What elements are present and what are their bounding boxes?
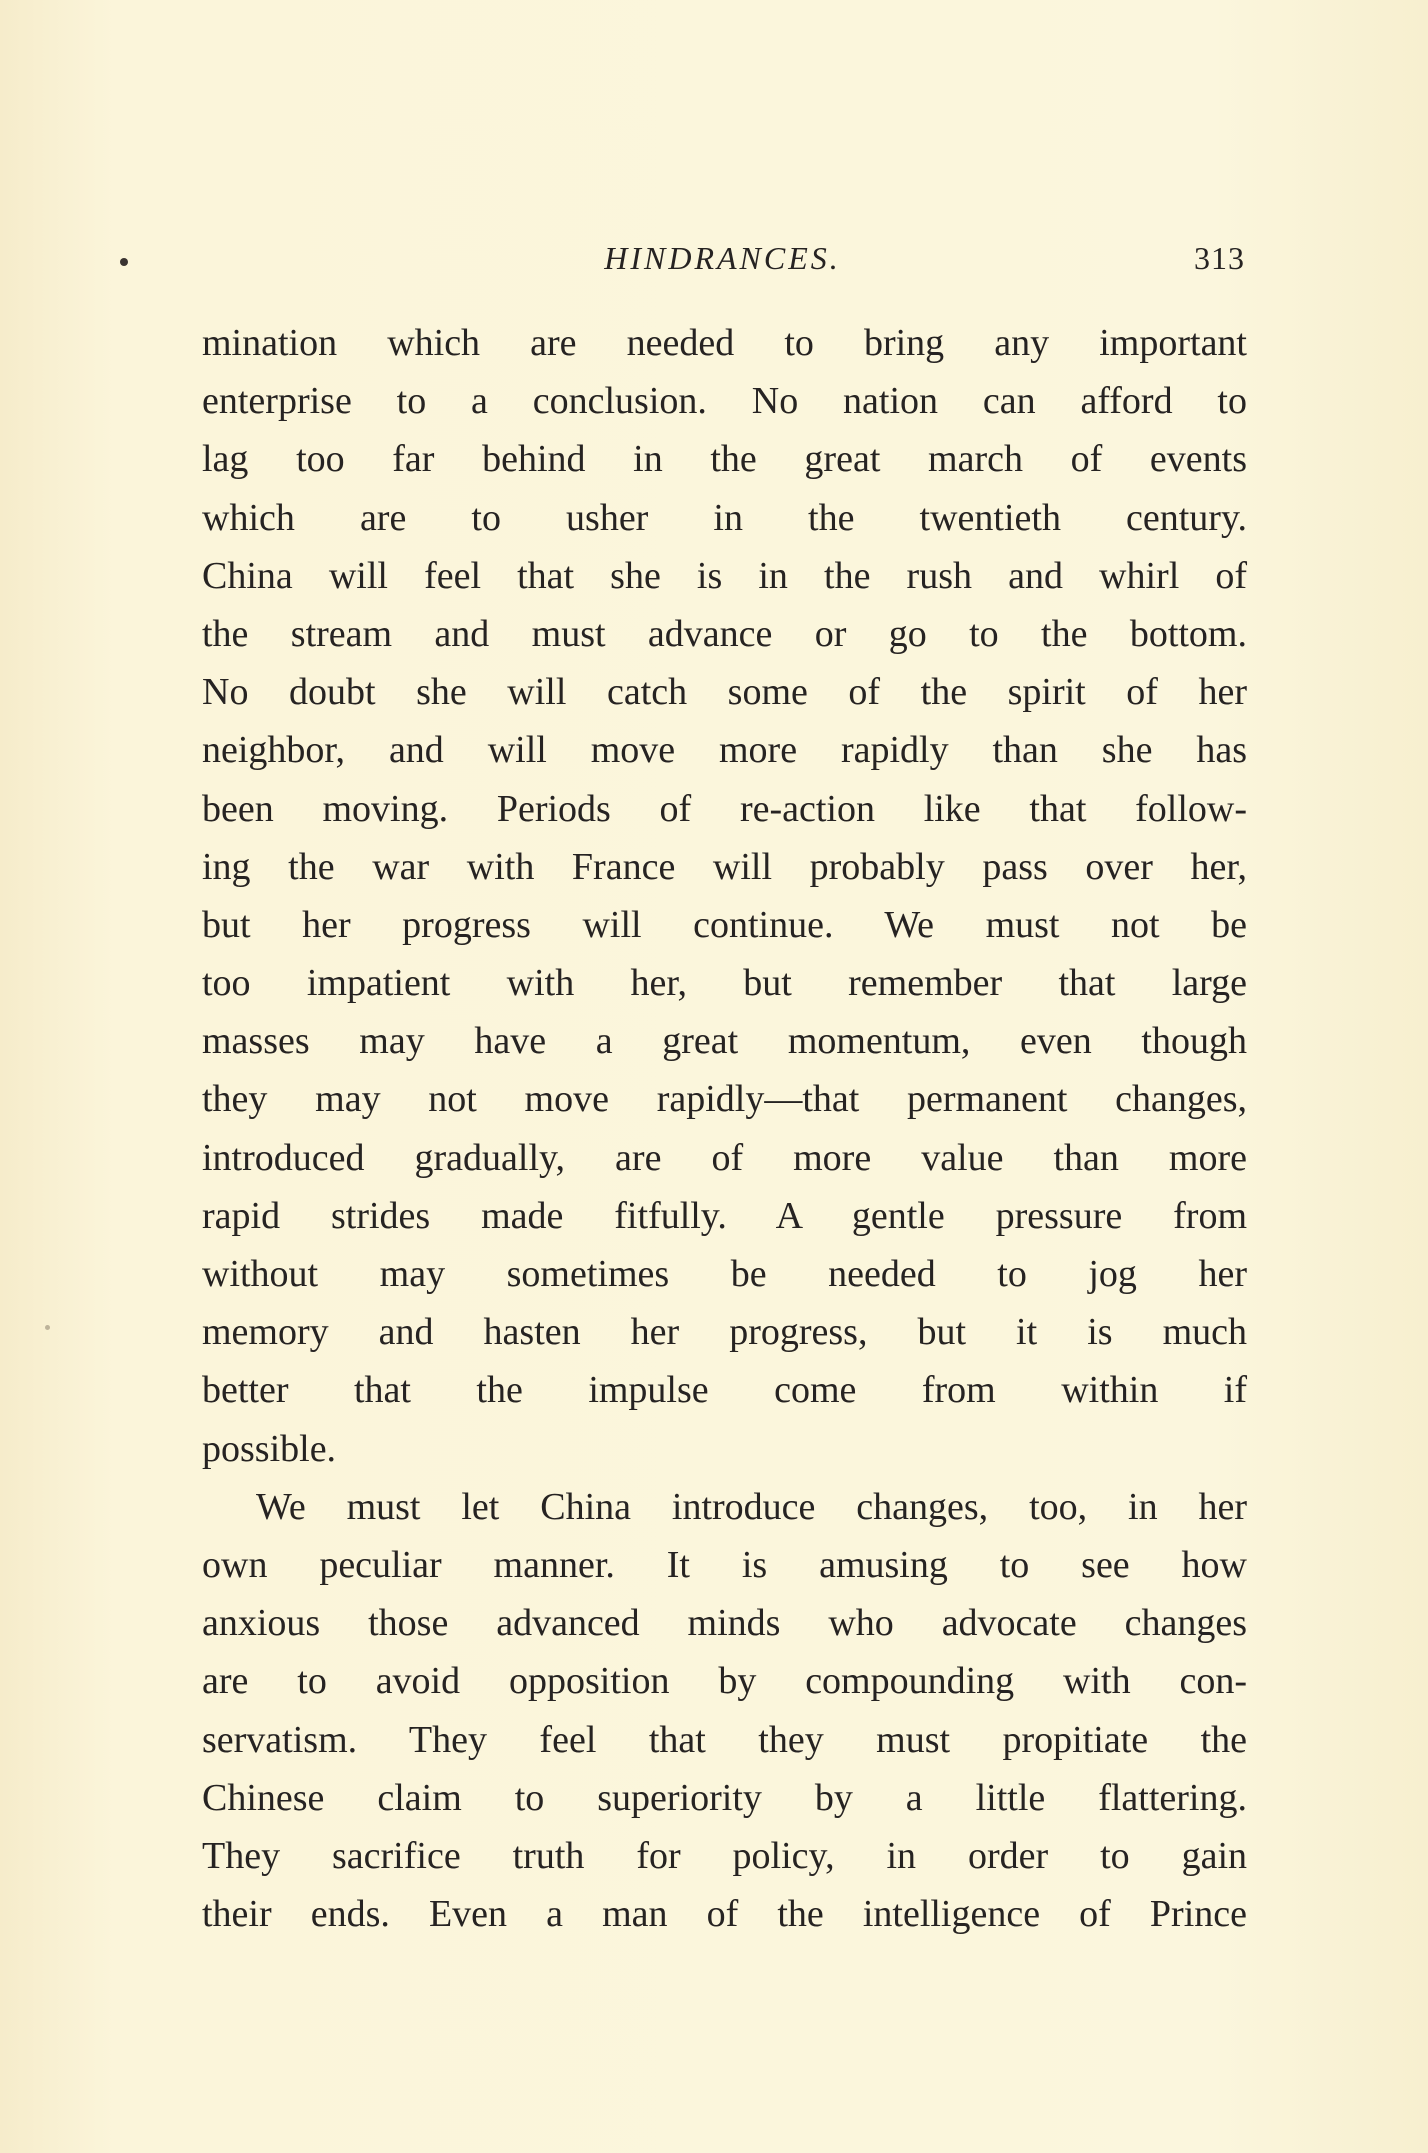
text-line: are to avoid opposition by compounding with con-	[202, 1660, 1247, 1703]
text-line: too impatient with her, but remember that large	[202, 962, 1247, 1005]
margin-speck	[45, 1325, 50, 1330]
paragraph-2	[202, 1478, 1247, 1944]
text-line: lag too far behind in the great march of events	[202, 438, 1247, 481]
text-line: without may sometimes be needed to jog her	[202, 1253, 1247, 1295]
text-line: enterprise to a conclusion. No nation can afford to	[202, 380, 1247, 423]
text-line: mination which are needed to bring any important	[202, 322, 1247, 364]
text-line: rapid strides made fitfully. A gentle pressure from	[202, 1194, 1247, 1237]
text-line: own peculiar manner. It is amusing to see how	[202, 1543, 1247, 1586]
text-line: they may not move rapidly—that permanent changes,	[202, 1078, 1247, 1121]
text-line: Chinese claim to superiority by a little flattering.	[202, 1776, 1247, 1819]
text-line: masses may have a great momentum, even though	[202, 1020, 1247, 1063]
text-line: introduced gradually, are of more value than more	[202, 1136, 1247, 1179]
text-line: neighbor, and will move more rapidly than she has	[202, 729, 1247, 772]
text-line: China will feel that she is in the rush and whirl of	[202, 554, 1247, 597]
text-line: which are to usher in the twentieth century.	[202, 496, 1247, 539]
text-line: possible.	[202, 1427, 337, 1470]
running-head: HINDRANCES.	[604, 240, 841, 276]
text-line: No doubt she will catch some of the spirit of her	[202, 671, 1247, 714]
text-line: anxious those advanced minds who advocate changes	[202, 1602, 1247, 1645]
text-line: memory and hasten her progress, but it is much	[202, 1311, 1247, 1354]
text-line: better that the impulse come from within if	[202, 1369, 1247, 1412]
text-line: We must let China introduce changes, too, in her	[256, 1485, 1247, 1528]
body-text	[202, 314, 1247, 1943]
page-number: 313	[1194, 240, 1245, 276]
text-line: ing the war with France will probably pass over her,	[202, 845, 1247, 888]
margin-mark	[120, 258, 128, 266]
paragraph-1	[202, 314, 1247, 1478]
page-header	[200, 240, 1245, 290]
text-line: servatism. They feel that they must propitiate the	[202, 1718, 1247, 1761]
text-line: the stream and must advance or go to the bottom.	[202, 612, 1247, 655]
text-line: They sacrifice truth for policy, in order to gain	[202, 1834, 1247, 1877]
text-line: but her progress will continue. We must not be	[202, 903, 1247, 946]
text-line: their ends. Even a man of the intelligence of Prince	[202, 1893, 1247, 1936]
text-line: been moving. Periods of re-action like that follow-	[202, 787, 1247, 830]
